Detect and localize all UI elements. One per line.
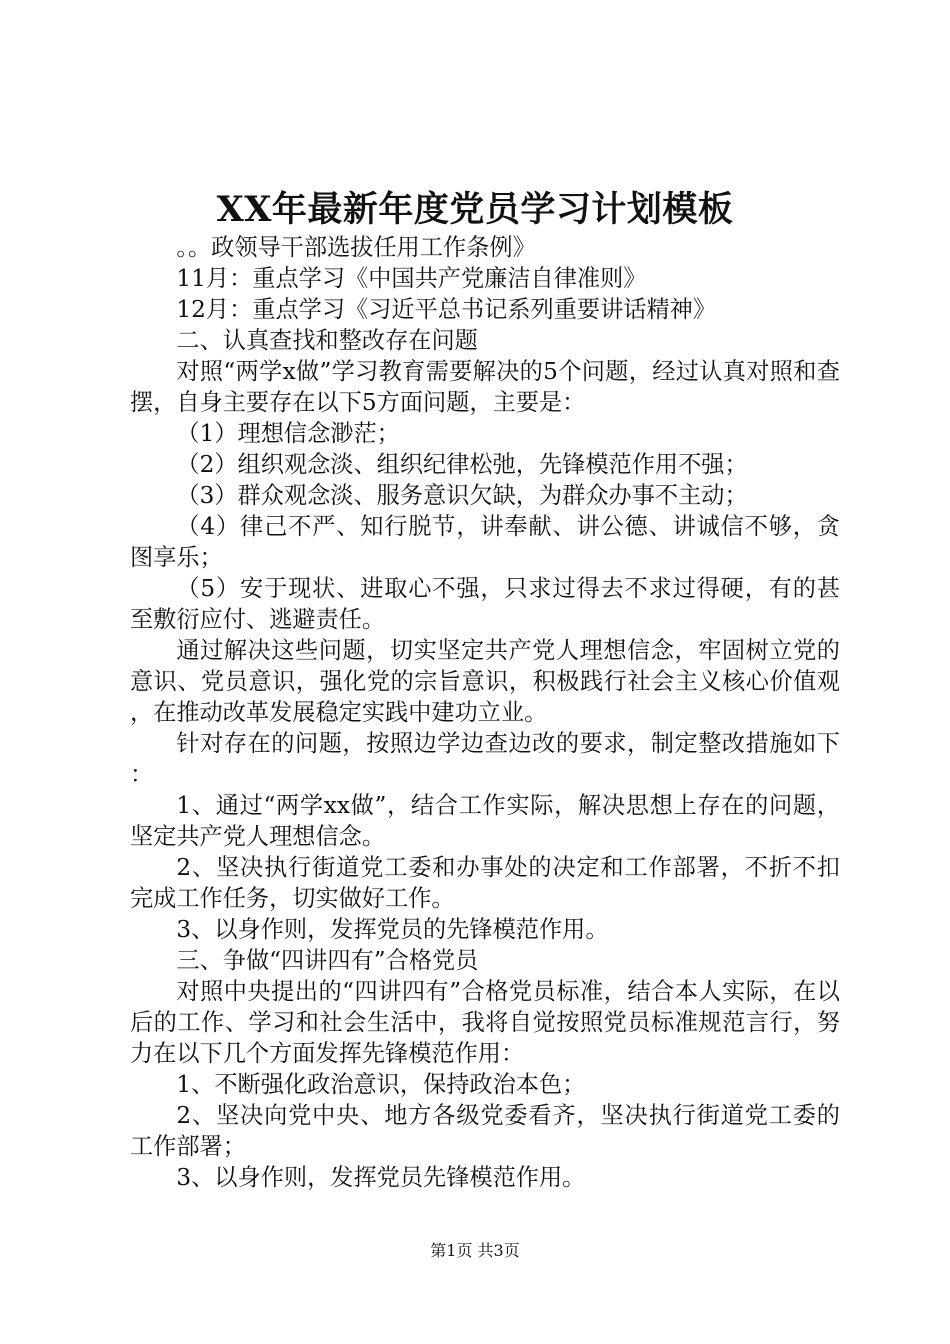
page-footer: 第1页 共3页: [430, 1241, 520, 1260]
paragraph: 对照“两学x做”学习教育需要解决的5个问题，经过认真对照和查摆，自身主要存在以下5方面问题，主要是：: [130, 358, 840, 416]
list-item: 2、坚决向党中央、地方各级党委看齐，坚决执行街道党工委的工作部署；: [130, 1102, 840, 1160]
list-item: 1、不断强化政治意识，保持政治本色；: [176, 1071, 586, 1098]
paragraph: 针对存在的问题，按照边学边查边改的要求，制定整改措施如下：: [130, 730, 840, 788]
paragraph: 通过解决这些问题，切实坚定共产党人理想信念，牢固树立党的意识、党员意识，强化党的宗旨意识，积极践行社会主义核心价值观，在推动改革发展稳定实践中建功立业。: [130, 637, 840, 726]
paragraph: 11月：重点学习《中国共产党廉洁自律准则》: [176, 265, 647, 292]
document-body: [130, 232, 840, 1193]
list-item: （1）理想信念渺茫；: [176, 420, 400, 447]
paragraph: 12月：重点学习《习近平总书记系列重要讲话精神》: [176, 296, 717, 323]
list-item: 1、通过“两学xx做”，结合工作实际，解决思想上存在的问题，坚定共产党人理想信念。: [130, 792, 840, 850]
list-item: 3、以身作则，发挥党员的先锋模范作用。: [176, 916, 609, 943]
paragraph: 。。政领导干部选拔任用工作条例》: [176, 234, 536, 261]
section-heading: 二、认真查找和整改存在问题: [176, 327, 478, 354]
document-title: XX年最新年度党员学习计划模板: [216, 189, 734, 230]
list-item: （3）群众观念淡、服务意识欠缺，为群众办事不主动；: [176, 482, 748, 509]
list-item: （2）组织观念淡、组织纪律松弛，先锋模范作用不强；: [176, 451, 748, 478]
section-heading: 三、争做“四讲四有”合格党员: [176, 947, 479, 974]
list-item: （4）律己不严、知行脱节，讲奉献、讲公德、讲诚信不够，贪图享乐；: [130, 513, 840, 571]
paragraph: 对照中央提出的“四讲四有”合格党员标准，结合本人实际，在以后的工作、学习和社会生活中，我将自觉按照党员标准规范言行，努力在以下几个方面发挥先锋模范作用：: [130, 978, 840, 1067]
list-item: 2、坚决执行街道党工委和办事处的决定和工作部署，不折不扣完成工作任务，切实做好工作。: [130, 854, 840, 912]
list-item: （5）安于现状、进取心不强，只求过得去不求过得硬，有的甚至敷衍应付、逃避责任。: [130, 575, 840, 633]
list-item: 3、以身作则，发挥党员先锋模范作用。: [176, 1164, 586, 1191]
